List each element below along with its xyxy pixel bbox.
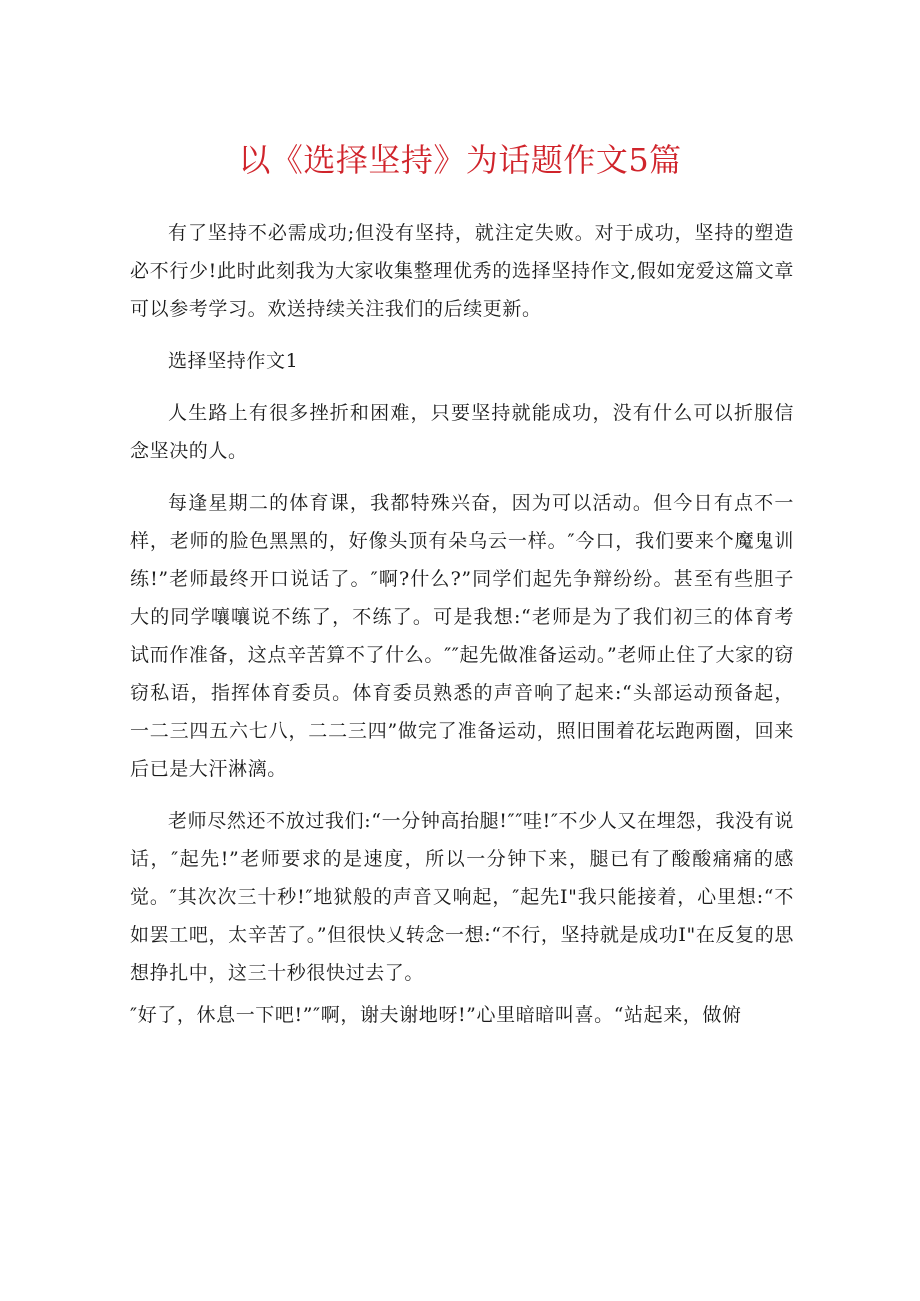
section-heading: 选择坚持作文1 bbox=[168, 350, 299, 372]
body-paragraph: 人生路上有很多挫折和困难，只要坚持就能成功，没有什么可以折服信念坚决的人。 bbox=[130, 402, 794, 462]
body-paragraph: 每逢星期二的体育课，我都特殊兴奋，因为可以活动。但今日有点不一样，老师的脸色黑黑的，好像头顶有朵乌云一样。″今口，我们要来个魔鬼训练!”老师最终开口说话了。″啊?什么?”同学们起先争辩纷纷。甚至有些胆子大的同学嚷嚷说不练了，不练了。可是我想:“老师是为了我们初三的体育考试而作准备，这点辛苦算不了什么。″″起先做准备运动。”老师止住了大家的窃窃私语，指挥体育委员。体育委员熟悉的声音响了起来:“头部运动预备起，一二三四五六七八，二二三四”做完了准备运动，照旧围着花坛跑两圈，回来后已是大汗淋漓。 bbox=[130, 492, 794, 780]
document-body bbox=[130, 214, 794, 1048]
document-title: 以《选择坚持》为话题作文5篇 bbox=[238, 141, 682, 179]
intro-paragraph: 有了坚持不必需成功;但没有坚持，就注定失败。对于成功，坚持的塑造必不行少!此时此刻我为大家收集整理优秀的选择坚持作文,假如宠爱这篇文章可以参考学习。欢送持续关注我们的后续更新。 bbox=[130, 222, 794, 320]
body-paragraph: ″好了，休息一下吧!”″啊，谢夫谢地呀!”心里暗暗叫喜。“站起来，做俯 bbox=[130, 1004, 742, 1026]
body-paragraph: 老师尽然还不放过我们:“一分钟高抬腿!″″哇!″不少人又在埋怨，我没有说话，″起先!”老师要求的是速度，所以一分钟下来，腿已有了酸酸痛痛的感觉。″其次次三十秒!″地狱般的声音又响起，″起先I"我只能接着，心里想:“不如罢工吧，太辛苦了。”但很快乂转念一想:“不行，坚持就是成功I"在反复的思想挣扎中，这三十秒很快过去了。 bbox=[130, 810, 794, 984]
